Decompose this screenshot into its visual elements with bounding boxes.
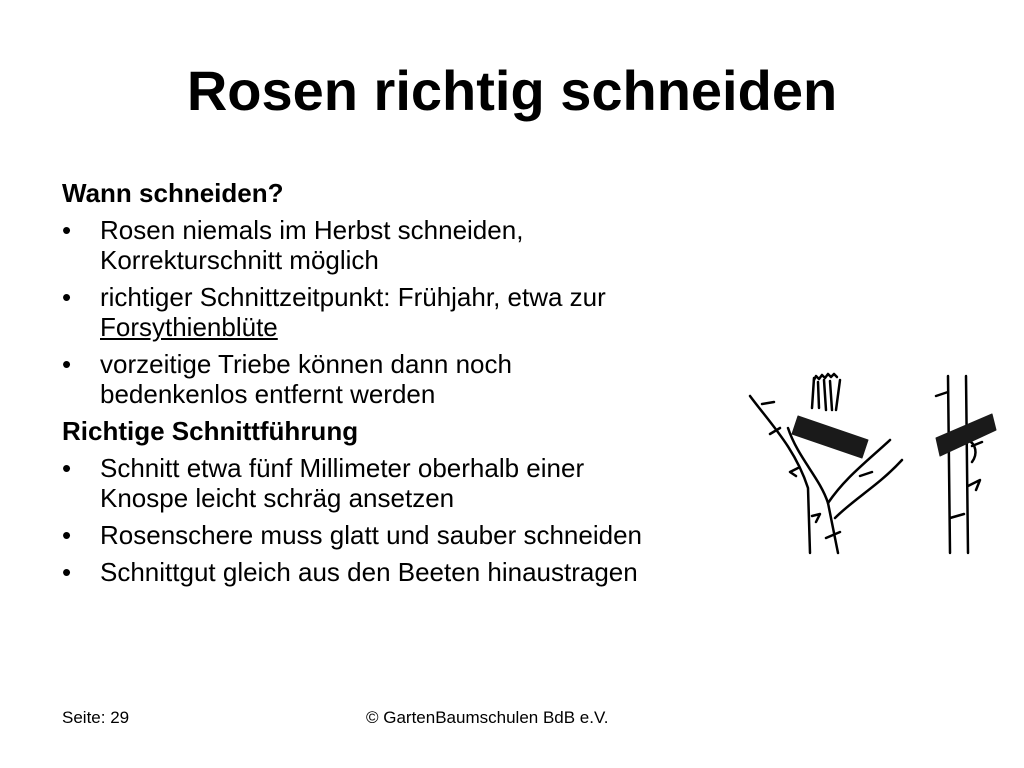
bullet-line: bedenkenlos entfernt werden [100,379,436,409]
section-heading-when: Wann schneiden? [62,178,284,208]
bullet-line: Rosenschere muss glatt und sauber schneiden [100,520,642,550]
bullet-dot: • [62,215,72,245]
copyright-notice: © GartenBaumschulen BdB e.V. [366,708,609,727]
bullet-item [62,557,842,587]
section-heading-cutting: Richtige Schnittführung [62,416,359,446]
slide-title: Rosen richtig schneiden [186,59,838,122]
bullet-line-underlined: Forsythienblüte [100,312,278,342]
page-number: Seite: 29 [62,708,130,727]
bullet-line: richtiger Schnittzeitpunkt: Frühjahr, etwa zur [100,282,606,312]
bullet-dot: • [62,520,72,550]
bullet-item [62,453,842,513]
stem-drawing-right [936,376,982,553]
bullet-item [62,520,842,550]
bullet-item [62,282,842,342]
bullet-item [62,215,842,275]
cut-marker-left [792,416,868,458]
bullet-line: Schnittgut gleich aus den Beeten hinaustragen [100,557,638,587]
bullet-line: Korrekturschnitt möglich [100,245,379,275]
bullet-item [62,349,842,409]
bullet-line: Knospe leicht schräg ansetzen [100,483,455,513]
rose-stem-cut-illustration [740,368,1000,568]
bullet-dot: • [62,557,72,587]
bullet-dot: • [62,282,72,312]
bullet-line: vorzeitige Triebe können dann noch [100,349,512,379]
bullet-dot: • [62,349,72,379]
bullet-dot: • [62,453,72,483]
bullet-line: Rosen niemals im Herbst schneiden, [100,215,524,245]
bullet-line: Schnitt etwa fünf Millimeter oberhalb einer [100,453,585,483]
slide-content [62,178,842,594]
branch-drawing-left [750,374,902,553]
